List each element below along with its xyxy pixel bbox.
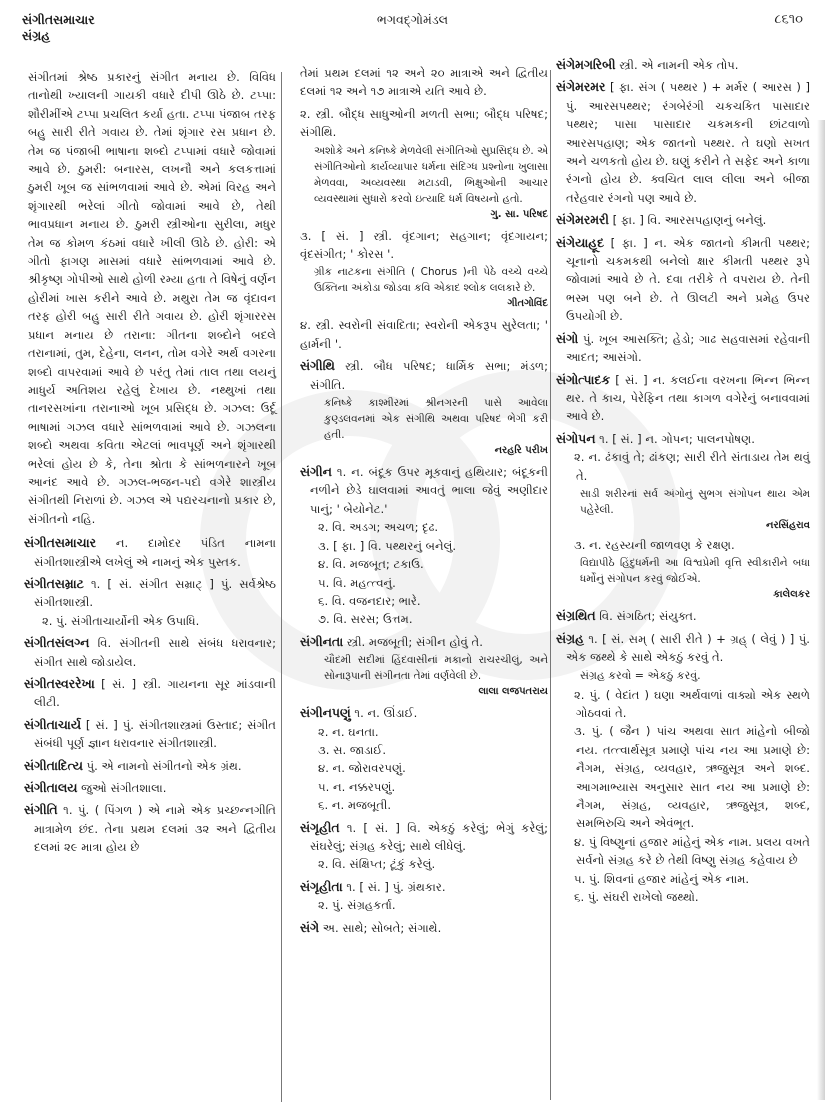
sense: ૨. પું. સંગીતાચાર્યોની એક ઉપાધિ. (42, 613, 200, 628)
guide-word-last: સંગ્રહ (22, 28, 51, 43)
dictionary-entry (24, 575, 276, 630)
headword: સંગેમરમર (556, 79, 606, 95)
quote-text: અશોકે અને કનિષ્કે મેળવેલી સંગીતિઓ સુપ્રસિદ્ધ છે. એ સંગીતિઓનો કાર્યવ્યાપાર ધર્મના સંદિગ્ધ પ્રશ્નોના ખુલાસા મેળવવા, અવ્યવસ્થા મટાડવી, ભિક્ષુઓની આચાર વ્યવસ્થામાં સુધારો કરવો ઇત્યાદિ ધર્મ વિષયનો હતો. (314, 144, 548, 205)
citation-source: નરસિંહરાવ (766, 519, 810, 531)
citation-source: નરહરિ પરીખ (494, 445, 548, 457)
dictionary-entry (556, 56, 810, 74)
headword: સંગેમગરિબી (556, 57, 616, 72)
dictionary-entry (556, 371, 810, 426)
continued-definition-text: તેમાં પ્રથમ દલમાં ૧૨ અને ૨૦ માત્રાએ અને દ્વિતીય દલમાં ૧૨ અને ૧૭ માત્રાએ યતિ આવે છે. (300, 66, 548, 99)
definition: ૧. [ સં. ] ન. ગોપન; પાલનપોષણ. (599, 431, 755, 446)
headword: સંગૃહીતા (300, 878, 343, 894)
guide-word-first: સંગીતસમાચાર (22, 12, 95, 27)
sense: ૨. પું. સંગ્રહકર્તા. (318, 898, 396, 913)
headword: સંગૃહીત (300, 819, 340, 835)
usage-example: સંગ્રહ કરવો = એકઠું કરવું. (580, 668, 701, 682)
page-number: ૮૬૧૦ (774, 12, 803, 27)
sense: ૩. [ સં. ] સ્ત્રી. વૃંદગાન; સહગાન; વૃંદગાયન; વૃંદસંગીત; ' કોરસ '. (300, 228, 548, 262)
headword: સંગો (556, 330, 579, 346)
headword: સંગોત્પાદક (556, 371, 611, 387)
headword: સંગ્રથિત (556, 608, 596, 624)
quote-text: ગ્રીક નાટકના સંગીતિ ( Chorus )ની પેઠે વચ્ચે વચ્ચે ઉક્તિના અંકોડા જોડવા કવિ એકાદ શ્લોક લલકારે છે. (314, 266, 548, 295)
citation-source: ગીતગોવિંદ (507, 298, 548, 310)
sense: ૨. વિ. અડગ; અચળ; દૃઢ. (318, 520, 439, 535)
definition: ૧. [ સં. સમ્ ( સારી રીતે ) + ગ્રહ્ ( લેવું ) ] પું. એક જથ્થે કે સાથે એકઠું કરવું તે. (566, 631, 810, 665)
citation-quote (566, 486, 810, 534)
dictionary-entry (556, 607, 810, 625)
citation-source: કાલેલકર (773, 589, 810, 601)
definition: અ. સાથે; સોબતે; સંગાથે. (322, 920, 442, 935)
column-3 (556, 52, 810, 910)
sense: ૭. વિ. સરસ; ઉત્તમ. (318, 612, 413, 627)
definition: ૧. [ સં. ] વિ. એકઠું કરેલું; ભેગું કરેલું; સંઘરેલું; સંગ્રહ કરેલું; સાથે લીધેલું. (310, 820, 549, 853)
dictionary-title: ભગવદ્ગોમંડલ (376, 12, 449, 27)
definition: [ સં. ] ન. કલઈના વરખના ભિન્ન ભિન્ન થર. તે કાચ, પેરેફિન તથા કાગળ વગેરેનું બનાવવામાં આવે છે. (566, 372, 811, 424)
dictionary-entry (24, 801, 276, 856)
headword: સંગીતસમ્રાટ (24, 575, 84, 591)
headword: સંગે (300, 919, 320, 935)
dictionary-entry (556, 330, 810, 367)
citation-quote (300, 264, 548, 312)
headword: સંગીતાચાર્ય (24, 716, 81, 732)
sense: ૨. ન. ઢંકાવું તે; ઢાંકણ; સારી રીતે સંતાડાય તેમ થવું તે. (574, 450, 810, 483)
headword: સંગીતાદિત્ય (24, 757, 83, 773)
definition: [ સં. ] સ્ત્રી. ગાયનના સૂર માંડવાની લીટી. (34, 677, 276, 710)
dictionary-entry (24, 779, 276, 797)
quote-text: કનિષ્કે કાશ્મીરમાં શ્રીનગરની પાસે આવેલા કુણ્ડલવનમાં એક સંગીથિ અથવા પરિષદ ભેગી કરી હતી. (324, 397, 548, 442)
quote-text: વિદ્યાપીઠે હિંદુધર્મની આ વિશ્વપ્રેમી વૃત્તિ સ્વીકારીને બધા ધર્મોનું સંગોપન કરવું જોઈએ. (580, 557, 810, 586)
dictionary-entry (24, 534, 276, 571)
citation-quote (310, 652, 548, 700)
headword: સંગીતિ (24, 802, 58, 818)
dictionary-entry (24, 716, 276, 753)
sense: ૩. પું. ( જૈન ) પાંચ અથવા સાત માંહેનો બીજો નય. તત્ત્વાર્થસૂત્ર પ્રમાણે પાંચ નય આ પ્રમાણે છે: નૈગમ, સંગ્રહ, વ્યવહાર, ઋજુસૂત્ર અને શબ્દ. આગમાભ્યાસ અનુસાર સાત નય આ પ્રમાણે છે: નૈગમ, સંગ્રહ, વ્યવહાર, ઋજુસૂત્ર, શબ્દ, સમભિરુચિ અને એવંભૂત. (574, 724, 810, 831)
headword: સંગીતસંલગ્ન (24, 635, 90, 651)
sense: ૩. [ ફા. ] વિ. પથ્થરનું બનેલું. (318, 538, 457, 553)
quote-text: સાડી શરીરનાં સર્વ અંગોનું સુભગ સંગોપન થાય એમ પહેરેલી. (580, 487, 810, 516)
citation-quote (300, 143, 548, 223)
dictionary-entry (24, 675, 276, 712)
dictionary-entry (556, 211, 810, 229)
definition: [ ફા. ] વિ. આરસપહાણનું બનેલું. (612, 213, 767, 228)
definition: ૧. ન. ઊંડાઈ. (354, 706, 418, 721)
definition: ૧. [ સં. ] પું. ગ્રંથકાર. (346, 879, 446, 894)
sense: ૨. પું. ( વેદાંત ) ઘણા અર્થવાળાં વાક્યો એક સ્થળે ગોઠવવાં તે. (574, 687, 810, 720)
sense: ૪. સ્ત્રી. સ્વરોની સંવાદિતા; સ્વરોની એકરૂપ સુરેલતા; ' હાર્મની '. (300, 318, 548, 351)
dictionary-entry (300, 819, 548, 874)
headword: સંગીથિ (300, 358, 335, 374)
dictionary-entry (24, 757, 276, 775)
citation-source: ગુ. સા. પરિષદ (490, 208, 548, 220)
dictionary-columns (0, 52, 825, 1102)
headword: સંગીનતા (300, 633, 344, 649)
definition: [ સં. ] પું. સંગીતશાસ્ત્રમાં ઉસ્તાદ; સંગીત સંબંધી પૂર્ણ જ્ઞાન ધરાવનાર સંગીતશાસ્ત્રી. (34, 717, 276, 751)
running-head (0, 12, 825, 52)
sense: ૩. ન. રહસ્યની જાળવણ કે રક્ષણ. (574, 537, 735, 552)
dictionary-entry (300, 633, 548, 700)
headword: સંગોપન (556, 430, 596, 446)
sense: ૫. વિ. મહત્ત્વનું. (318, 575, 396, 590)
definition: ન. દામોદર પંડિત નામના સંગીતશાસ્ત્રીએ લખેલું એ નામનું એક પુસ્તક. (34, 536, 276, 569)
cross-reference: જુઓ સંગીતશાલા. (81, 781, 167, 796)
quote-text: ચૌદમી સદીમાં હિંદવાસીનાં મકાનો રાચરચીલું, અને સોનારૂપાની સંગીનતા તેમાં વર્ણવેલી છે. (324, 654, 548, 683)
dictionary-entry (556, 630, 810, 907)
definition: વિ. સંગીતની સાથે સંબંધ ધરાવનાર; સંગીત સાથે જોડાયેલ. (34, 636, 276, 669)
headword: સંગેયાહૂદ (556, 234, 605, 250)
dictionary-entry (556, 78, 810, 207)
sense: ૬. વિ. વજનદાર; ભારે. (318, 593, 421, 608)
sense-block (300, 105, 548, 223)
definition: સ્ત્રી. મજબૂતી; સંગીન હોવું તે. (346, 634, 483, 649)
definition: વિ. સંગઠિત; સંયુક્ત. (599, 609, 697, 624)
sense: ૬. પું. સંઘરી રાખેલો જથ્થો. (574, 890, 699, 905)
headword: સંગીતાલય (24, 780, 78, 796)
definition: સ્ત્રી. બૌધ પરિષદ; ધાર્મિક સભા; મંડળ; સંગીતિ. (310, 359, 548, 392)
dictionary-entry (300, 919, 548, 937)
sense: ૫. ન. નક્કરપણું. (318, 779, 396, 794)
dictionary-entry (24, 634, 276, 671)
sense: ૨. ન. ઘનતા. (318, 724, 379, 739)
dictionary-entry (300, 704, 548, 814)
definition: ૧. પું. ( પિંગળ ) એ નામે એક પ્રચ્છન્નગીતિ માત્રામેળ છંદ. તેના પ્રથમ દલમાં ૩૨ અને દ્વિતીય દલમાં ૨૯ માત્રા હોય છે (34, 803, 276, 855)
headword: સંગીનપણું (300, 705, 351, 721)
citation-quote (566, 555, 810, 603)
headword: સંગ્રહ (556, 630, 584, 646)
sense: ૪. પું વિષ્ણુનાં હજાર માંહેનું એક નામ. પ્રલય વખતે સર્વનો સંગ્રહ કરે છે તેથી વિષ્ણુ સંગ્રહ કહેવાય છે (574, 834, 810, 868)
dictionary-entry (556, 430, 810, 604)
headword: સંગેમરમરી (556, 212, 609, 228)
headword: સંગીન (300, 464, 332, 480)
sense-block (300, 316, 548, 353)
definition: સ્ત્રી. એ નામની એક તોપ. (619, 58, 739, 72)
dictionary-entry (300, 463, 548, 629)
sense: ૪. ન. જોરાવરપણું. (318, 761, 406, 776)
column-1 (24, 52, 276, 861)
definition: પું. એ નામનો સંગીતનો એક ગ્રંથ. (86, 758, 242, 773)
sense-block (300, 227, 548, 313)
dictionary-entry (300, 357, 548, 459)
headword: સંગીતસ્વરરેખા (24, 676, 95, 691)
headword: સંગીતસમાચાર (24, 535, 97, 551)
definition: [ ફા. ] ન. એક જાતનો કીમતી પથ્થર; ચૂનાનો ચકમકથી બનેલો ક્ષાર કીમતી પથ્થર રૂપે જોવામાં આવે છે તે. દવા તરીકે તે વપરાય છે. તેની ભસ્મ પણ બને છે. તે ઊલટી અને પ્રમેહ ઉપર ઉપયોગી છે. (566, 235, 810, 324)
sense: ૩. સ. જાડાઈ. (318, 742, 387, 757)
sense: ૫. પું. શિવનાં હજાર માંહેનું એક નામ. (574, 871, 750, 886)
definition: ૧. [ સં. સંગીત સમ્રાટ્ ] પું. સર્વશ્રેષ્ઠ સંગીતશાસ્ત્રી. (34, 576, 277, 610)
sense: ૬. ન. મજબૂતી. (318, 798, 392, 813)
sense: ૨. સ્ત્રી. બૌદ્ધ સાધુઓની મળતી સભા; બૌદ્ધ પરિષદ; સંગીથિ. (300, 106, 548, 140)
citation-source: લાલા લજપતરાય (478, 686, 548, 698)
sense: ૨. વિ. સંક્ષિપ્ત; ટૂંકું કરેલું. (318, 857, 436, 872)
sense: ૪. વિ. મજબૂત; ટકાઉ. (318, 557, 424, 572)
column-2 (300, 56, 548, 941)
dictionary-entry (556, 234, 810, 326)
citation-quote (310, 395, 548, 459)
definition: ૧. ન. બંદૂક ઉપર મૂકવાનું હથિયાર; બંદૂકની નળીને છેડે ઘાલવામાં આવતું ભાલા જેવું અણીદાર પાનું; ' બેયોનેટ.' (310, 465, 548, 516)
definition: [ ફા. સંગ ( પથ્થર ) + મર્મર ( આરસ ) ] પું. આરસપથ્થર; રંગબેરંગી ચકચકિત પાસાદાર પથ્થર; પાસા પાસાદાર ચકમકની છાંટવાળો આરસપહાણ; એક જાતનો પથ્થર. તે ઘણો સખત અને ચળકતો હોય છે. ઘણું કરીને તે સફેદ અને કાળા રંગનો હોય છે. ક્વચિત લાલ લીલા અને બીજા તરેહવાર રંગનો પણ આવે છે. (566, 80, 810, 205)
dictionary-entry (300, 878, 548, 915)
definition: પું. ખૂબ આસક્તિ; હેડો; ગાઢ સહવાસમાં રહેવાની આદત; આસંગો. (566, 331, 811, 365)
continued-definition-text: સંગીતમાં શ્રેષ્ઠ પ્રકારનું સંગીત મનાય છે. વિવિધ તાનોથી ખ્યાલની ગાયકી વધારે દીપી ઊઠે છે. ટપ્પા: શૌરીમીંએ ટપ્પા પ્રચલિત કર્યા હતા. ટપ્પા પંજાબ તરફ બહુ સારી રીતે ગવાય છે. તેમાં શૃંગાર રસ પ્રધાન છે. તેમ જ પંજાબી ભાષાના શબ્દો ટપ્પામાં વધારે જોવામાં આવે છે. ઠુમરી: બનારસ, લખનૌ અને કલકત્તામાં ઠુમરી ખૂબ જ સાંભળવામાં આવે છે. એમાં વિરહ અને શૃંગારથી ભરેલાં ગીતો જોવામાં આવે છે, તેથી ભાવપ્રધાન મનાય છે. ઠુમરી સ્ત્રીઓના સુરીલા, મધુર તેમ જ કોમળ કંઠમાં વધારે ખીલી ઊઠે છે. હોરી: એ ગીતો ફાગણ માસમાં વધારે સાંભળવામાં આવે છે. શ્રીકૃષ્ણ ગોપીઓ સાથે હોળી રમ્યા હતા તે વિષેનું વર્ણન હોરીમાં ખાસ કરીને આવે છે. મથુરા તેમ જ વૃંદાવન તરફ હોરી બહુ સારી રીતે ગવાય છે. હોરી શૃંગારરસ પ્રધાન મનાય છે તરાના: ગીતના શબ્દોને બદલે તરાનામાં, તુમ, દેહેના, લનન, તોમ વગેરે અર્થ વગરના શબ્દો વાપરવામાં આવે છે પરંતુ તેમાં તાલ તથા લયનું માધુર્ય અતિશય રહેલું દેખાય છે. નથ્થુખાં તથા તાનરસખાંના તરાનાઓ ખૂબ પ્રસિદ્ધ છે. ગઝલ: ઉર્દૂ ભાષામાં ગઝલ વધારે સાંભળવામાં આવે છે. ગઝલના શબ્દો અથવા કવિતા એટલાં ભાવપૂર્ણ અને શૃંગારથી ભરેલાં હોય છે કે, તેના શ્રોતા કે સાંભળનારને ખૂબ આનંદ આવે છે. ગઝલ-ભજન-પદો વગેરે શાસ્ત્રીય સંગીતથી નિરાળાં છે. ગઝલ એ પદ્યરચનાનો પ્રકાર છે, સંગીતનો નહિ. (28, 70, 276, 526)
